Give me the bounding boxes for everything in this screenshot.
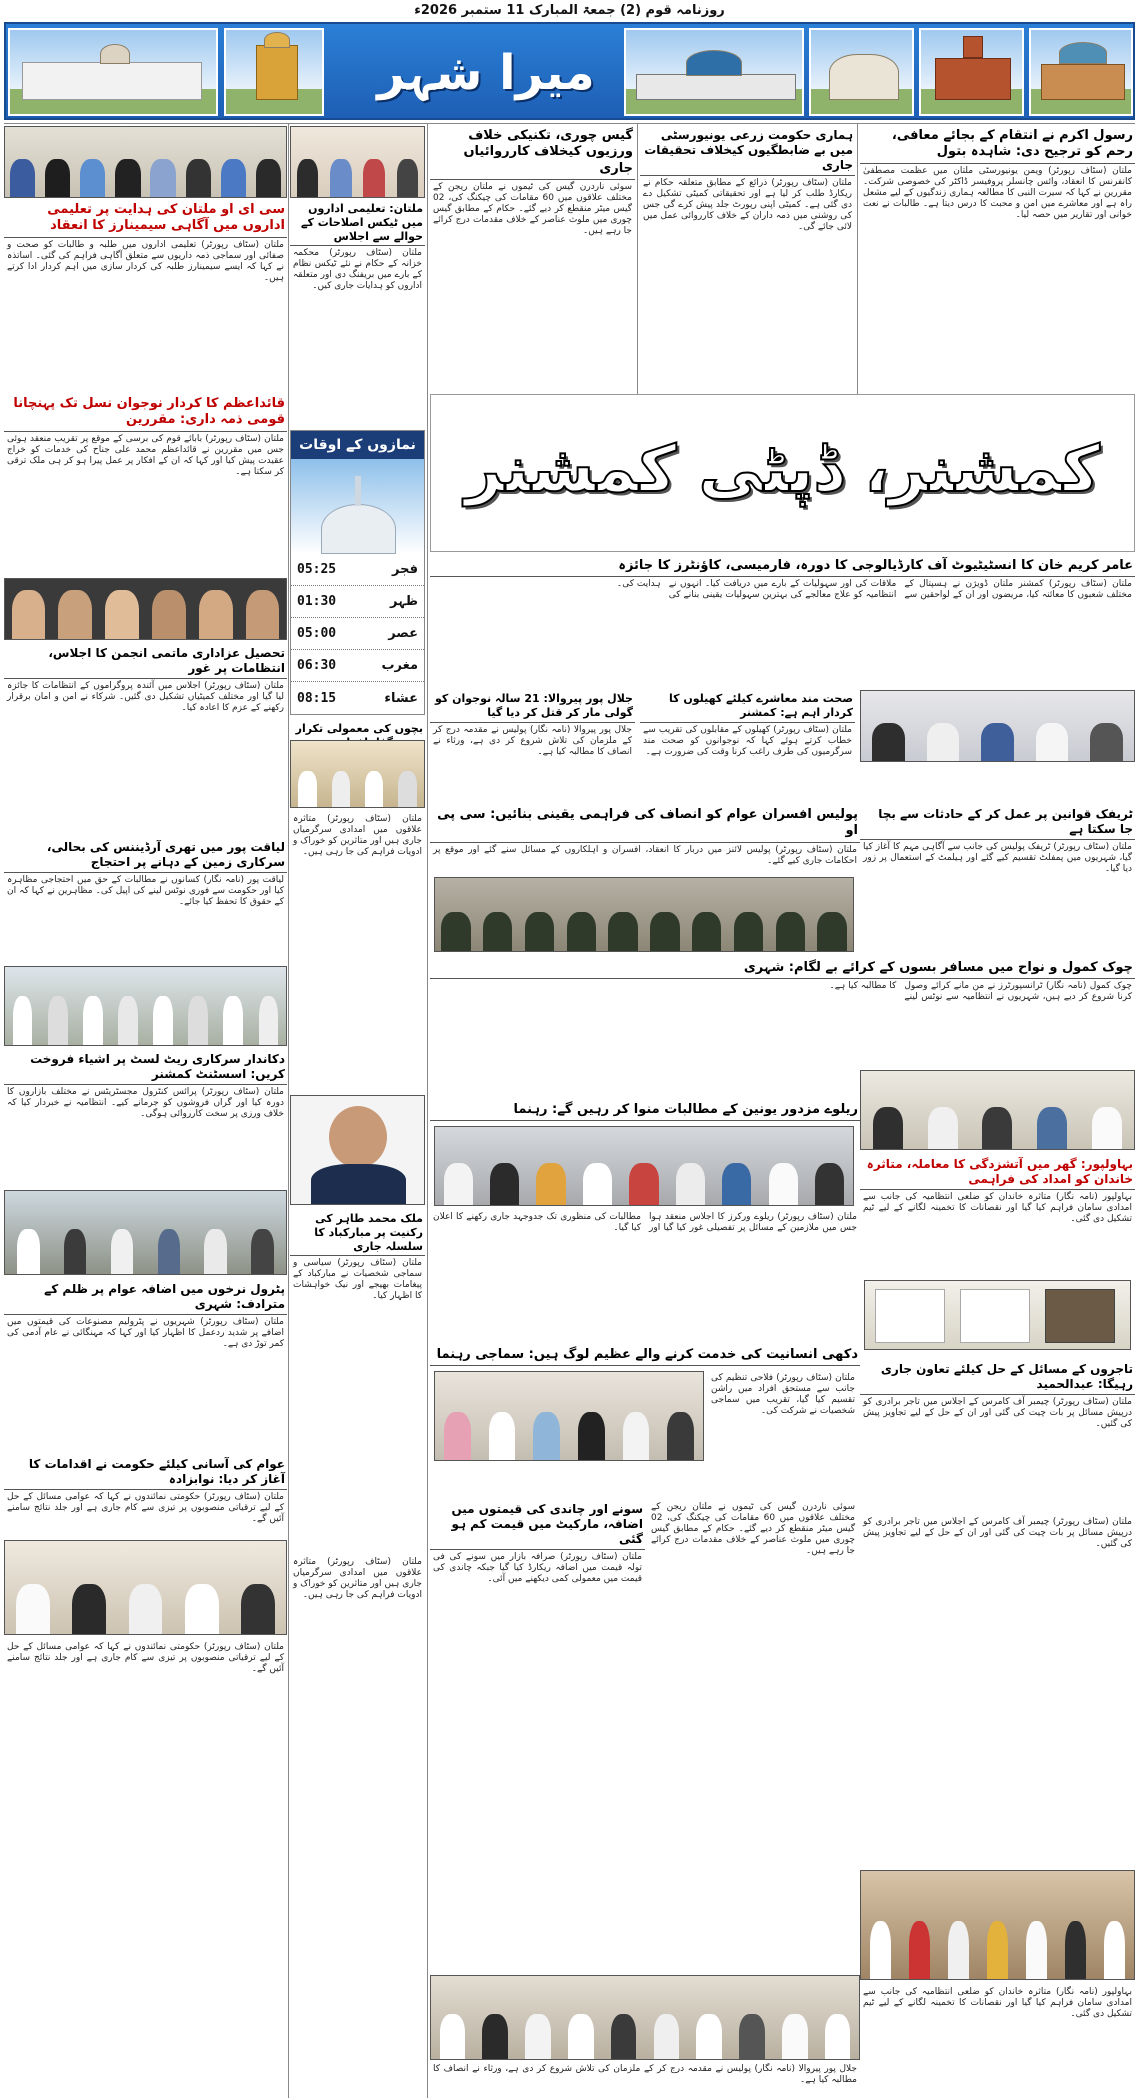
article-a9-body: ملتان (سٹاف رپورٹر) شہریوں نے پٹرولیم مصنوعات کی قیمتوں میں اضافے پر شدید ردعمل کا اظہار کیا اور کہا کہ مہنگائی نے عام آدمی کی کمر توڑ دی ہے۔ bbox=[7, 1317, 284, 1349]
article-a12 bbox=[640, 690, 855, 800]
photo-welfare-event bbox=[434, 1371, 704, 1461]
article-a21-continued bbox=[430, 2062, 860, 2098]
article-a11-body: ملتان (سٹاف رپورٹر) کمشنر ملتان ڈویژن نے ہسپتال کے مختلف شعبوں کا معائنہ کیا، مریضوں اور ان کے لواحقین سے ملاقات کی اور سہولیات کے بارے میں دریافت کیا۔ انہوں نے انتظامیہ کو علاج معالجے کی بہترین سہولیات یقینی بنانے کی ہدایت کی۔ bbox=[616, 579, 1132, 601]
article-a8-headline: دکاندار سرکاری ریٹ لسٹ پر اشیاء فروخت کریں: اسسٹنٹ کمشنر bbox=[4, 1050, 287, 1085]
article-a17-continued bbox=[860, 1985, 1135, 2095]
article-a17-continued-body: بہاولپور (نامہ نگار) متاثرہ خاندان کو ضلعی انتظامیہ کی جانب سے امدادی سامان فراہم کیا گیا اور نقصانات کا تخمینہ لگانے کے لیے ٹیم تشکیل دی گئی۔ bbox=[863, 1987, 1132, 2019]
article-a24 bbox=[290, 1210, 425, 1550]
prayer-row-asr bbox=[291, 618, 424, 650]
article-a12-body: ملتان (سٹاف رپورٹر) کھیلوں کے مقابلوں کی تقریب سے خطاب کرتے ہوئے کہا کہ نوجوانوں کو صحت مند سرگرمیوں کی طرف راغب کرنا وقت کی ضرورت ہے۔ bbox=[643, 724, 852, 757]
row-separator bbox=[4, 123, 1135, 124]
article-a22 bbox=[290, 200, 425, 425]
article-a14-headline: ٹریفک قوانین پر عمل کر کے حادثات سے بچا جا سکتا ہے bbox=[860, 805, 1135, 840]
prayer-row-fajr bbox=[291, 554, 424, 586]
photo-group-small bbox=[290, 740, 425, 808]
masthead-photo-4 bbox=[809, 28, 914, 116]
article-a2-headline: ہماری حکومت زرعی یونیورسٹی میں بے ضابطگیوں کیخلاف تحقیقات جاری bbox=[640, 126, 855, 176]
masthead-photo-2 bbox=[224, 28, 324, 116]
masthead-photo-5 bbox=[919, 28, 1024, 116]
photo-seminar bbox=[4, 126, 287, 198]
prayer-name: عشاء bbox=[384, 690, 418, 706]
masthead bbox=[4, 22, 1135, 120]
prayer-time: 01:30 bbox=[297, 594, 337, 609]
column-separator bbox=[637, 124, 638, 394]
article-a10-body: ملتان (سٹاف رپورٹر) حکومتی نمائندوں نے کہا کہ عوامی مسائل کے حل کے لیے ترقیاتی منصوبوں پر تیزی سے کام جاری ہے اور جلد نتائج سامنے آئیں گے۔ bbox=[7, 1492, 284, 1524]
article-a4 bbox=[4, 200, 287, 390]
prayer-row-zuhr bbox=[291, 586, 424, 618]
article-a19-body: ملتان (سٹاف رپورٹر) فلاحی تنظیم کی جانب سے مستحق افراد میں راشن تقسیم کیا گیا، تقریب میں سماجی شخصیات نے شرکت کی۔ bbox=[711, 1373, 855, 1416]
article-a13 bbox=[430, 805, 860, 955]
column-separator bbox=[427, 124, 428, 2098]
article-a2 bbox=[640, 126, 855, 396]
article-a1-body: ملتان (سٹاف رپورٹر) ویمن یونیورسٹی ملتان میں عظمت مصطفیٰ کانفرنس کا انعقاد، وائس چانسلر پروفیسر ڈاکٹر کی خصوصی شرکت۔ مقررین نے کہا کہ سیرت النبی کا مطالعہ ہماری زندگیوں کے لیے مشعل راہ ہے اور معاشرے میں امن و محبت کا درس دیتا ہے۔ طالبات نے نعت خوانی اور تقاریر میں حصہ لیا۔ bbox=[863, 165, 1132, 220]
photo-hospital-visit bbox=[860, 690, 1135, 762]
article-a4-body: ملتان (سٹاف رپورٹر) تعلیمی اداروں میں طلبہ و طالبات کو صحت و صفائی اور سماجی ذمہ داریوں سے متعلق آگاہی فراہم کی گئی۔ اساتذہ نے کہا کہ ایسے سیمینارز طلبہ کی کردار سازی میں اہم کردار ادا کرتے ہیں۔ bbox=[7, 239, 284, 283]
article-a19-headline: دکھی انسانیت کی خدمت کرنے والے عظیم لوگ ہیں: سماجی رہنما bbox=[430, 1345, 860, 1366]
article-a20 bbox=[430, 1500, 645, 1970]
article-a14 bbox=[860, 805, 1135, 955]
masthead-photo-3 bbox=[624, 28, 804, 116]
photo-protest bbox=[4, 966, 287, 1046]
column-separator bbox=[857, 124, 858, 394]
photo-crowd-street bbox=[4, 1190, 287, 1275]
article-a6 bbox=[4, 644, 287, 834]
article-a8-body: ملتان (سٹاف رپورٹر) پرائس کنٹرول مجسٹریٹس نے مختلف بازاروں کا دورہ کیا اور گراں فروشوں کو جرمانے کیے۔ انتظامیہ نے خبردار کیا کہ خلاف ورزی پر سخت کارروائی ہوگی۔ bbox=[7, 1087, 284, 1119]
article-a14-body: ملتان (سٹاف رپورٹر) ٹریفک پولیس کی جانب سے آگاہی مہم کا آغاز کیا گیا، شہریوں میں پمفلٹ تقسیم کیے گئے اور ہیلمٹ کے استعمال پر زور دیا گیا۔ bbox=[863, 842, 1132, 874]
article-a20-headline: سونے اور چاندی کی قیمتوں میں اضافہ، مارکیٹ میں قیمت کم ہو گئی bbox=[430, 1500, 645, 1550]
article-a13-body: ملتان (سٹاف رپورٹر) پولیس لائنز میں دربار کا انعقاد، افسران و اہلکاروں کے مسائل سنے گئے اور موقع پر احکامات جاری کیے گئے۔ bbox=[433, 844, 857, 866]
article-a25-continued bbox=[290, 1555, 425, 2095]
article-a25-continued-body: ملتان (سٹاف رپورٹر) متاثرہ علاقوں میں امدادی سرگرمیاں جاری ہیں اور متاثرین کو خوراک و ادویات فراہم کی جا رہی ہیں۔ bbox=[293, 1557, 422, 1600]
dateline: روزنامہ قوم (2) جمعۃ المبارک 11 ستمبر 2026ء bbox=[414, 3, 725, 18]
article-a3-continued-body: سوئی ناردرن گیس کی ٹیموں نے ملتان ریجن کے مختلف علاقوں میں 60 مقامات کی چیکنگ کی، 02 گیس میٹر منقطع کر دیے گئے۔ حکام کے مطابق گیس چوری میں ملوث عناصر کے خلاف مقدمات درج کرائے جا رہے ہیں۔ bbox=[651, 1502, 855, 1556]
article-a9-headline: پٹرول نرخوں میں اضافہ عوام پر ظلم کے مترادف: شہری bbox=[4, 1280, 287, 1315]
masthead-photo-1 bbox=[8, 28, 218, 116]
photo-meeting-sofa bbox=[4, 1540, 287, 1635]
article-a21-continued-body: جلال پور پیروالا (نامہ نگار) پولیس نے مقدمہ درج کر کے ملزمان کی تلاش شروع کر دی ہے، ورثاء نے انصاف کا مطالبہ کیا ہے۔ bbox=[433, 2064, 857, 2085]
article-a10-continued bbox=[4, 1640, 287, 2095]
prayer-time: 08:15 bbox=[297, 690, 337, 706]
article-a3-headline: گیس چوری، تکنیکی خلاف ورزیوں کیخلاف کارروائیاں جاری bbox=[430, 126, 635, 180]
article-a3-continued bbox=[648, 1500, 858, 1970]
article-a18 bbox=[860, 1360, 1135, 1510]
article-a12-headline: صحت مند معاشرے کیلئے کھیلوں کا کردار اہم ہے: کمشنر bbox=[640, 690, 855, 723]
prayer-name: ظہر bbox=[390, 594, 418, 609]
article-a25 bbox=[290, 812, 425, 1092]
article-a19 bbox=[430, 1345, 860, 1495]
article-a21-headline: جلال پور پیروالا: 21 سالہ نوجوان کو گولی مار کر قتل کر دیا گیا bbox=[430, 690, 635, 723]
article-a17-body: بہاولپور (نامہ نگار) متاثرہ خاندان کو ضلعی انتظامیہ کی جانب سے امدادی سامان فراہم کیا گیا اور نقصانات کا تخمینہ لگانے کے لیے ٹیم تشکیل دی گئی۔ bbox=[863, 1192, 1132, 1224]
article-a22-body: ملتان (سٹاف رپورٹر) محکمہ خزانہ کے حکام نے نئے ٹیکس نظام کے بارے میں بریفنگ دی اور متعلقہ اداروں کو ہدایات جاری کیں۔ bbox=[293, 248, 422, 292]
lead-headline: کمشنر، ڈپٹی کمشنر bbox=[465, 433, 1100, 507]
article-a15-headline: چوک کمول و نواح میں مسافر بسوں کے کرائے بے لگام: شہری bbox=[430, 958, 1135, 979]
article-a10-headline: عوام کی آسانی کیلئے حکومت نے اقدامات کا آغاز کر دیا: نوابزادہ bbox=[4, 1455, 287, 1490]
article-a22-headline: ملتان: تعلیمی اداروں میں ٹیکس اصلاحات کے حوالے سے اجلاس bbox=[290, 200, 425, 246]
article-a11-headline: عامر کریم خان کا انسٹیٹیوٹ آف کارڈیالوجی کا دورہ، فارمیسی، کاؤنٹرز کا جائزہ bbox=[430, 556, 1135, 577]
article-a21-body: جلال پور پیروالا (نامہ نگار) پولیس نے مقدمہ درج کر کے ملزمان کی تلاش شروع کر دی ہے، ورثاء نے انصاف کا مطالبہ کیا ہے۔ bbox=[433, 724, 632, 757]
prayer-row-maghrib bbox=[291, 650, 424, 682]
article-a18-continued bbox=[860, 1515, 1135, 1865]
article-a7-headline: لیاقت پور میں تھری آرڈیننس کی بحالی، سرکاری زمین کے دہانے پر احتجاج bbox=[4, 838, 287, 873]
article-a4-headline: سی ای او ملتان کی ہدایت پر تعلیمی اداروں میں آگاہی سیمینارز کا انعقاد bbox=[4, 200, 287, 238]
article-a25-body: ملتان (سٹاف رپورٹر) متاثرہ علاقوں میں امدادی سرگرمیاں جاری ہیں اور متاثرین کو خوراک و ادویات فراہم کی جا رہی ہیں۔ bbox=[293, 814, 422, 857]
article-a13-headline: پولیس افسران عوام کو انصاف کی فراہمی یقینی بنائیں: سی پی او bbox=[430, 805, 860, 843]
article-a24-body: ملتان (سٹاف رپورٹر) سیاسی و سماجی شخصیات نے مبارکباد کے پیغامات بھیجے اور نیک خواہشات کا اظہار کیا۔ bbox=[293, 1258, 422, 1302]
prayer-name: عصر bbox=[388, 626, 418, 641]
photo-portrait-man bbox=[290, 1095, 425, 1205]
article-a15-body: چوک کمول (نامہ نگار) ٹرانسپورٹرز نے من مانے کرائے وصول کرنا شروع کر دیے ہیں، شہریوں نے انتظامیہ سے نوٹس لینے کا مطالبہ کیا ہے۔ bbox=[829, 981, 1132, 1003]
prayer-times-box bbox=[290, 430, 425, 715]
article-a5-headline: قائداعظم کا کردار نوجوان نسل تک پہنچانا قومی ذمہ داری: مقررین bbox=[4, 394, 287, 432]
photo-celebration bbox=[860, 1870, 1135, 1980]
prayer-times-title: نمازوں کے اوقات bbox=[291, 431, 424, 459]
prayer-time: 05:00 bbox=[297, 626, 337, 641]
article-a23-headline: بچوں کی معمولی تکرار bbox=[290, 720, 425, 753]
article-a2-body: ملتان (سٹاف رپورٹر) ذرائع کے مطابق متعلقہ حکام نے ریکارڈ طلب کر لیا ہے اور تحقیقاتی کمیٹی تشکیل دے دی گئی ہے۔ کمیٹی اپنی رپورٹ جلد پیش کرے گی جس کی روشنی میں ذمہ داران کے خلاف کارروائی عمل میں لائی جائے گی۔ bbox=[643, 178, 852, 232]
photo-union-group bbox=[434, 1126, 854, 1206]
photo-portraits bbox=[4, 578, 287, 640]
article-a24-headline: ملک محمد طاہر کی رکنیت پر مبارکباد کا سلسلہ جاری bbox=[290, 1210, 425, 1256]
prayer-name: مغرب bbox=[381, 658, 418, 673]
article-a3 bbox=[430, 126, 635, 391]
photo-seminar-meeting bbox=[860, 1070, 1135, 1150]
article-a11 bbox=[430, 556, 1135, 686]
article-a1-headline: رسول اکرم نے انتقام کے بجائے معافی، رحم کو ترجیح دی: شاہدہ بتول bbox=[860, 126, 1135, 164]
article-a9 bbox=[4, 1280, 287, 1450]
photo-documents bbox=[864, 1280, 1131, 1350]
article-a7 bbox=[4, 838, 287, 963]
article-a6-body: ملتان (سٹاف رپورٹر) اجلاس میں آئندہ پروگراموں کے انتظامات کا جائزہ لیا گیا اور مختلف کمیٹیاں تشکیل دی گئیں۔ شرکاء نے امن و امان برقرار رکھنے کے عزم کا اعادہ کیا۔ bbox=[7, 681, 284, 713]
article-a7-body: لیاقت پور (نامہ نگار) کسانوں نے مطالبات کے حق میں احتجاجی مظاہرہ کیا اور حکومت سے فوری نوٹس لینے کی اپیل کی۔ مظاہرین نے کہا کہ ان کے حقوق کا تحفظ کیا جائے۔ bbox=[7, 875, 284, 907]
photo-group-bottom bbox=[430, 1975, 860, 2060]
lead-headline-banner bbox=[430, 394, 1135, 552]
article-a16-body: ملتان (سٹاف رپورٹر) ریلوے ورکرز کا اجلاس منعقد ہوا جس میں ملازمین کے مسائل پر تفصیلی غور کیا گیا اور مطالبات کی منظوری تک جدوجہد جاری رکھنے کا اعلان کیا گیا۔ bbox=[433, 1212, 857, 1233]
article-a8 bbox=[4, 1050, 287, 1185]
column-separator bbox=[288, 124, 289, 2098]
article-a21 bbox=[430, 690, 635, 800]
article-a16-headline: ریلوے مزدور یونین کے مطالبات منوا کر رہیں گے: رہنما bbox=[430, 1100, 860, 1121]
article-a18-continued-body: ملتان (سٹاف رپورٹر) چیمبر آف کامرس کے اجلاس میں تاجر برادری کو درپیش مسائل پر بات چیت کی گئی اور ان کے حل کے لیے تجاویز پیش کی گئیں۔ bbox=[863, 1517, 1132, 1549]
article-a5 bbox=[4, 394, 287, 574]
prayer-row-isha bbox=[291, 682, 424, 714]
article-a6-headline: تحصیل عزاداری ماتمی انجمن کا اجلاس، انتظامات پر غور bbox=[4, 644, 287, 679]
article-a18-headline: تاجروں کے مسائل کے حل کیلئے تعاون جاری رہیگا: عبدالحمید bbox=[860, 1360, 1135, 1395]
article-a17-headline: بہاولپور: گھر میں آتشزدگی کا معاملہ، متاثرہ خاندان کو امداد کی فراہمی bbox=[860, 1155, 1135, 1190]
article-a16 bbox=[430, 1100, 860, 1340]
article-a18-body: ملتان (سٹاف رپورٹر) چیمبر آف کامرس کے اجلاس میں تاجر برادری کو درپیش مسائل پر بات چیت کی گئی اور ان کے حل کے لیے تجاویز پیش کی گئیں۔ bbox=[863, 1397, 1132, 1429]
photo-police-officers bbox=[434, 877, 854, 952]
article-a10-continued-body: ملتان (سٹاف رپورٹر) حکومتی نمائندوں نے کہا کہ عوامی مسائل کے حل کے لیے ترقیاتی منصوبوں پر تیزی سے کام جاری ہے اور جلد نتائج سامنے آئیں گے۔ bbox=[7, 1642, 284, 1674]
mosque-image bbox=[291, 459, 424, 554]
article-a1 bbox=[860, 126, 1135, 396]
masthead-title: میرا شہر bbox=[377, 45, 595, 101]
article-a20-body: ملتان (سٹاف رپورٹر) صرافہ بازار میں سونے کی فی تولہ قیمت میں اضافہ ریکارڈ کیا گیا جبکہ چاندی کی قیمت میں معمولی کمی دیکھنے میں آئی۔ bbox=[433, 1552, 642, 1584]
prayer-time: 05:25 bbox=[297, 562, 337, 577]
masthead-photo-6 bbox=[1029, 28, 1133, 116]
article-a10 bbox=[4, 1455, 287, 1535]
article-a3-body: سوئی ناردرن گیس کی ٹیموں نے ملتان ریجن کے مختلف علاقوں میں 60 مقامات کی چیکنگ کی، 02 گیس میٹر منقطع کر دیے گئے۔ حکام کے مطابق گیس چوری میں ملوث عناصر کے خلاف مقدمات درج کرائے جا رہے ہیں۔ bbox=[433, 181, 632, 236]
article-a5-body: ملتان (سٹاف رپورٹر) بابائے قوم کی برسی کے موقع پر تقریب منعقد ہوئی جس میں مقررین نے قائداعظم محمد علی جناح کی خدمات کو خراج عقیدت پیش کیا اور کہا کہ ان کے افکار پر عمل پیرا ہو کر ہی ملک ترقی کر سکتا ہے۔ bbox=[7, 433, 284, 477]
photo-classroom bbox=[290, 126, 425, 198]
article-a17 bbox=[860, 1155, 1135, 1355]
prayer-time: 06:30 bbox=[297, 658, 337, 673]
prayer-name: فجر bbox=[392, 562, 418, 577]
